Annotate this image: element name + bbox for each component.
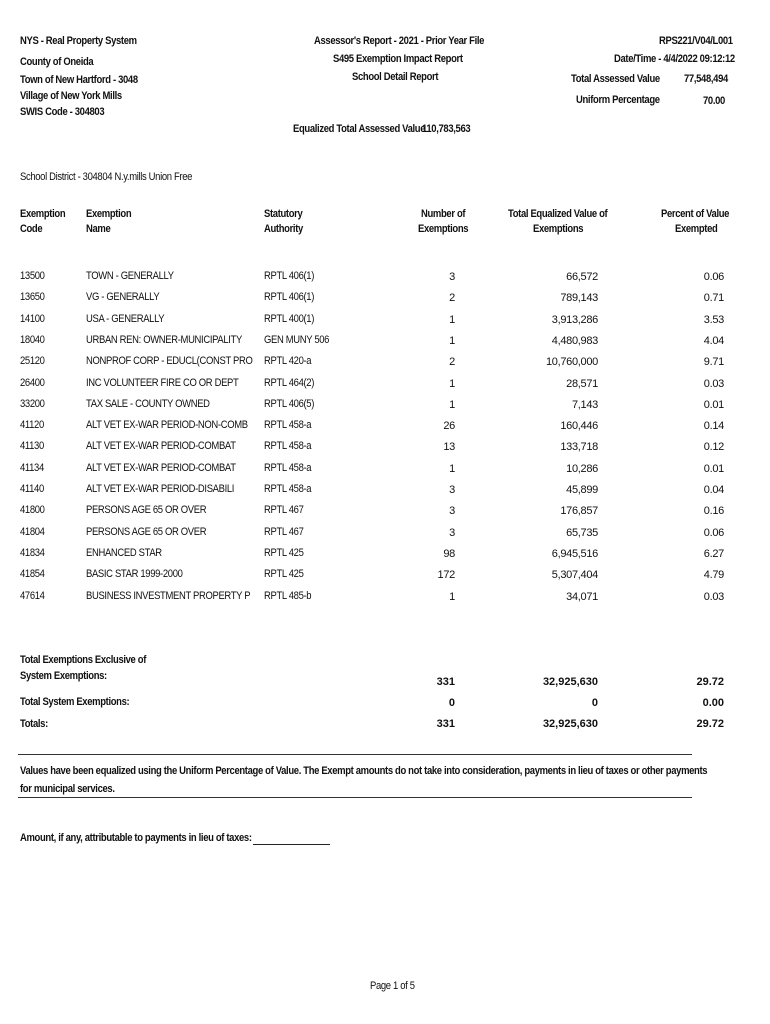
row-percent: 0.12 bbox=[703, 441, 724, 453]
row-authority: GEN MUNY 506 bbox=[264, 334, 330, 346]
total-exclusive-label-line2: System Exemptions: bbox=[20, 670, 107, 682]
row-value: 65,735 bbox=[566, 527, 598, 539]
row-name: VG - GENERALLY bbox=[86, 291, 160, 303]
col-authority-line1: Statutory bbox=[264, 208, 303, 220]
row-number: 3 bbox=[449, 527, 455, 539]
row-number: 1 bbox=[449, 399, 455, 411]
total-system-label: Total System Exemptions: bbox=[20, 696, 130, 708]
report-subtitle: S495 Exemption Impact Report bbox=[333, 53, 463, 65]
row-value: 45,899 bbox=[566, 484, 598, 496]
row-value: 10,760,000 bbox=[545, 356, 598, 368]
row-number: 1 bbox=[449, 378, 455, 390]
row-percent: 6.27 bbox=[703, 548, 724, 560]
total-exclusive-label-line1: Total Exemptions Exclusive of bbox=[20, 654, 147, 666]
page-number: Page 1 of 5 bbox=[370, 980, 415, 992]
row-code: 47614 bbox=[20, 590, 45, 602]
county-name: County of Oneida bbox=[20, 56, 94, 68]
col-name-line1: Exemption bbox=[86, 208, 132, 220]
row-authority: RPTL 400(1) bbox=[264, 313, 315, 325]
town-name: Town of New Hartford - 3048 bbox=[20, 74, 138, 86]
uniform-percentage-value: 70.00 bbox=[703, 95, 725, 107]
col-number-line1: Number of bbox=[421, 208, 466, 220]
row-percent: 0.03 bbox=[703, 378, 724, 390]
total-assessed-label: Total Assessed Value bbox=[571, 73, 660, 85]
row-percent: 0.16 bbox=[703, 505, 724, 517]
report-title: Assessor's Report - 2021 - Prior Year File bbox=[314, 35, 485, 47]
col-percent-line1: Percent of Value bbox=[661, 208, 730, 220]
row-number: 2 bbox=[449, 292, 455, 304]
row-authority: RPTL 485-b bbox=[264, 590, 312, 602]
row-name: URBAN REN: OWNER-MUNICIPALITY bbox=[86, 334, 242, 346]
report-datetime: Date/Time - 4/4/2022 09:12:12 bbox=[614, 53, 735, 65]
system-name: NYS - Real Property System bbox=[20, 35, 137, 47]
row-authority: RPTL 467 bbox=[264, 504, 304, 516]
row-code: 41120 bbox=[20, 419, 44, 431]
total-system-percent: 0.00 bbox=[702, 697, 724, 709]
col-code-line1: Exemption bbox=[20, 208, 66, 220]
col-equalized-line1: Total Equalized Value of bbox=[508, 208, 608, 220]
row-number: 26 bbox=[443, 420, 455, 432]
grand-total-number: 331 bbox=[436, 718, 455, 730]
row-code: 41854 bbox=[20, 568, 45, 580]
total-system-number: 0 bbox=[448, 697, 455, 709]
divider-top bbox=[18, 754, 692, 755]
row-authority: RPTL 458-a bbox=[264, 419, 312, 431]
row-authority: RPTL 458-a bbox=[264, 440, 312, 452]
row-code: 14100 bbox=[20, 313, 45, 325]
col-number-line2: Exemptions bbox=[418, 223, 469, 235]
equalized-total-value: 110,783,563 bbox=[422, 123, 471, 135]
row-code: 41800 bbox=[20, 504, 45, 516]
row-number: 3 bbox=[449, 484, 455, 496]
row-name: ENHANCED STAR bbox=[86, 547, 162, 559]
row-percent: 0.01 bbox=[703, 399, 724, 411]
swis-code: SWIS Code - 304803 bbox=[20, 106, 105, 118]
uniform-percentage-label: Uniform Percentage bbox=[576, 94, 660, 106]
total-system-value: 0 bbox=[591, 697, 598, 709]
row-percent: 9.71 bbox=[703, 356, 724, 368]
row-authority: RPTL 464(2) bbox=[264, 377, 315, 389]
row-code: 41834 bbox=[20, 547, 45, 559]
row-value: 3,913,286 bbox=[551, 314, 598, 326]
row-code: 41804 bbox=[20, 526, 45, 538]
row-number: 1 bbox=[449, 335, 455, 347]
row-number: 3 bbox=[449, 271, 455, 283]
col-name-line2: Name bbox=[86, 223, 111, 235]
row-authority: RPTL 467 bbox=[264, 526, 304, 538]
row-name: PERSONS AGE 65 OR OVER bbox=[86, 504, 207, 516]
row-name: TOWN - GENERALLY bbox=[86, 270, 174, 282]
pilot-amount-blank bbox=[253, 844, 330, 845]
row-percent: 0.06 bbox=[703, 271, 724, 283]
row-percent: 0.04 bbox=[703, 484, 724, 496]
school-district: School District - 304804 N.y.mills Union Free bbox=[20, 171, 193, 183]
grand-total-label: Totals: bbox=[20, 718, 48, 730]
row-authority: RPTL 458-a bbox=[264, 483, 312, 495]
row-number: 1 bbox=[449, 314, 455, 326]
row-name: BUSINESS INVESTMENT PROPERTY P bbox=[86, 590, 251, 602]
col-percent-line2: Exempted bbox=[675, 223, 718, 235]
report-id: RPS221/V04/L001 bbox=[659, 35, 733, 47]
row-name: INC VOLUNTEER FIRE CO OR DEPT bbox=[86, 377, 239, 389]
total-assessed-value: 77,548,494 bbox=[684, 73, 728, 85]
row-authority: RPTL 406(1) bbox=[264, 291, 315, 303]
row-percent: 4.79 bbox=[703, 569, 724, 581]
row-name: NONPROF CORP - EDUCL(CONST PRO bbox=[86, 355, 253, 367]
row-name: USA - GENERALLY bbox=[86, 313, 165, 325]
row-name: ALT VET EX-WAR PERIOD-COMBAT bbox=[86, 462, 236, 474]
report-detail: School Detail Report bbox=[352, 71, 439, 83]
row-value: 5,307,404 bbox=[551, 569, 598, 581]
row-number: 3 bbox=[449, 505, 455, 517]
pilot-label: Amount, if any, attributable to payments in lieu of taxes: bbox=[20, 832, 252, 844]
row-percent: 0.06 bbox=[703, 527, 724, 539]
row-code: 41134 bbox=[20, 462, 44, 474]
row-name: ALT VET EX-WAR PERIOD-DISABILI bbox=[86, 483, 235, 495]
row-value: 7,143 bbox=[571, 399, 598, 411]
row-authority: RPTL 425 bbox=[264, 568, 304, 580]
row-code: 13650 bbox=[20, 291, 45, 303]
equalized-total-label: Equalized Total Assessed Value bbox=[293, 123, 426, 135]
row-code: 41140 bbox=[20, 483, 44, 495]
total-exclusive-percent: 29.72 bbox=[696, 676, 724, 688]
village-name: Village of New York Mills bbox=[20, 90, 122, 102]
row-value: 10,286 bbox=[566, 463, 598, 475]
row-authority: RPTL 425 bbox=[264, 547, 304, 559]
row-code: 26400 bbox=[20, 377, 45, 389]
note-line1: Values have been equalized using the Uniform Percentage of Value. The Exempt amounts do not take into consideration, payments in lieu of taxes or other payments bbox=[20, 765, 708, 777]
row-percent: 0.71 bbox=[703, 292, 724, 304]
row-value: 6,945,516 bbox=[551, 548, 598, 560]
row-number: 98 bbox=[443, 548, 455, 560]
divider-bottom bbox=[18, 797, 692, 798]
row-value: 160,446 bbox=[560, 420, 598, 432]
row-percent: 0.14 bbox=[703, 420, 724, 432]
grand-total-value: 32,925,630 bbox=[542, 718, 598, 730]
row-name: BASIC STAR 1999-2000 bbox=[86, 568, 183, 580]
row-code: 18040 bbox=[20, 334, 45, 346]
row-number: 13 bbox=[443, 441, 455, 453]
row-value: 176,857 bbox=[560, 505, 598, 517]
total-exclusive-value: 32,925,630 bbox=[542, 676, 598, 688]
row-percent: 0.03 bbox=[703, 591, 724, 603]
row-authority: RPTL 406(5) bbox=[264, 398, 315, 410]
row-name: TAX SALE - COUNTY OWNED bbox=[86, 398, 210, 410]
row-code: 33200 bbox=[20, 398, 45, 410]
row-number: 1 bbox=[449, 463, 455, 475]
col-equalized-line2: Exemptions bbox=[533, 223, 584, 235]
row-value: 133,718 bbox=[560, 441, 598, 453]
row-authority: RPTL 458-a bbox=[264, 462, 312, 474]
row-name: ALT VET EX-WAR PERIOD-COMBAT bbox=[86, 440, 236, 452]
grand-total-percent: 29.72 bbox=[696, 718, 724, 730]
row-authority: RPTL 420-a bbox=[264, 355, 312, 367]
row-value: 34,071 bbox=[566, 591, 598, 603]
row-number: 2 bbox=[449, 356, 455, 368]
row-code: 25120 bbox=[20, 355, 45, 367]
row-number: 1 bbox=[449, 591, 455, 603]
row-percent: 3.53 bbox=[703, 314, 724, 326]
row-authority: RPTL 406(1) bbox=[264, 270, 315, 282]
row-value: 66,572 bbox=[566, 271, 598, 283]
row-value: 28,571 bbox=[566, 378, 598, 390]
note-line2: for municipal services. bbox=[20, 783, 115, 795]
row-value: 789,143 bbox=[560, 292, 598, 304]
row-percent: 4.04 bbox=[703, 335, 724, 347]
row-percent: 0.01 bbox=[703, 463, 724, 475]
row-number: 172 bbox=[437, 569, 455, 581]
row-code: 41130 bbox=[20, 440, 44, 452]
row-name: ALT VET EX-WAR PERIOD-NON-COMB bbox=[86, 419, 248, 431]
row-name: PERSONS AGE 65 OR OVER bbox=[86, 526, 207, 538]
total-exclusive-number: 331 bbox=[436, 676, 455, 688]
col-authority-line2: Authority bbox=[264, 223, 303, 235]
row-code: 13500 bbox=[20, 270, 45, 282]
row-value: 4,480,983 bbox=[551, 335, 598, 347]
col-code-line2: Code bbox=[20, 223, 43, 235]
